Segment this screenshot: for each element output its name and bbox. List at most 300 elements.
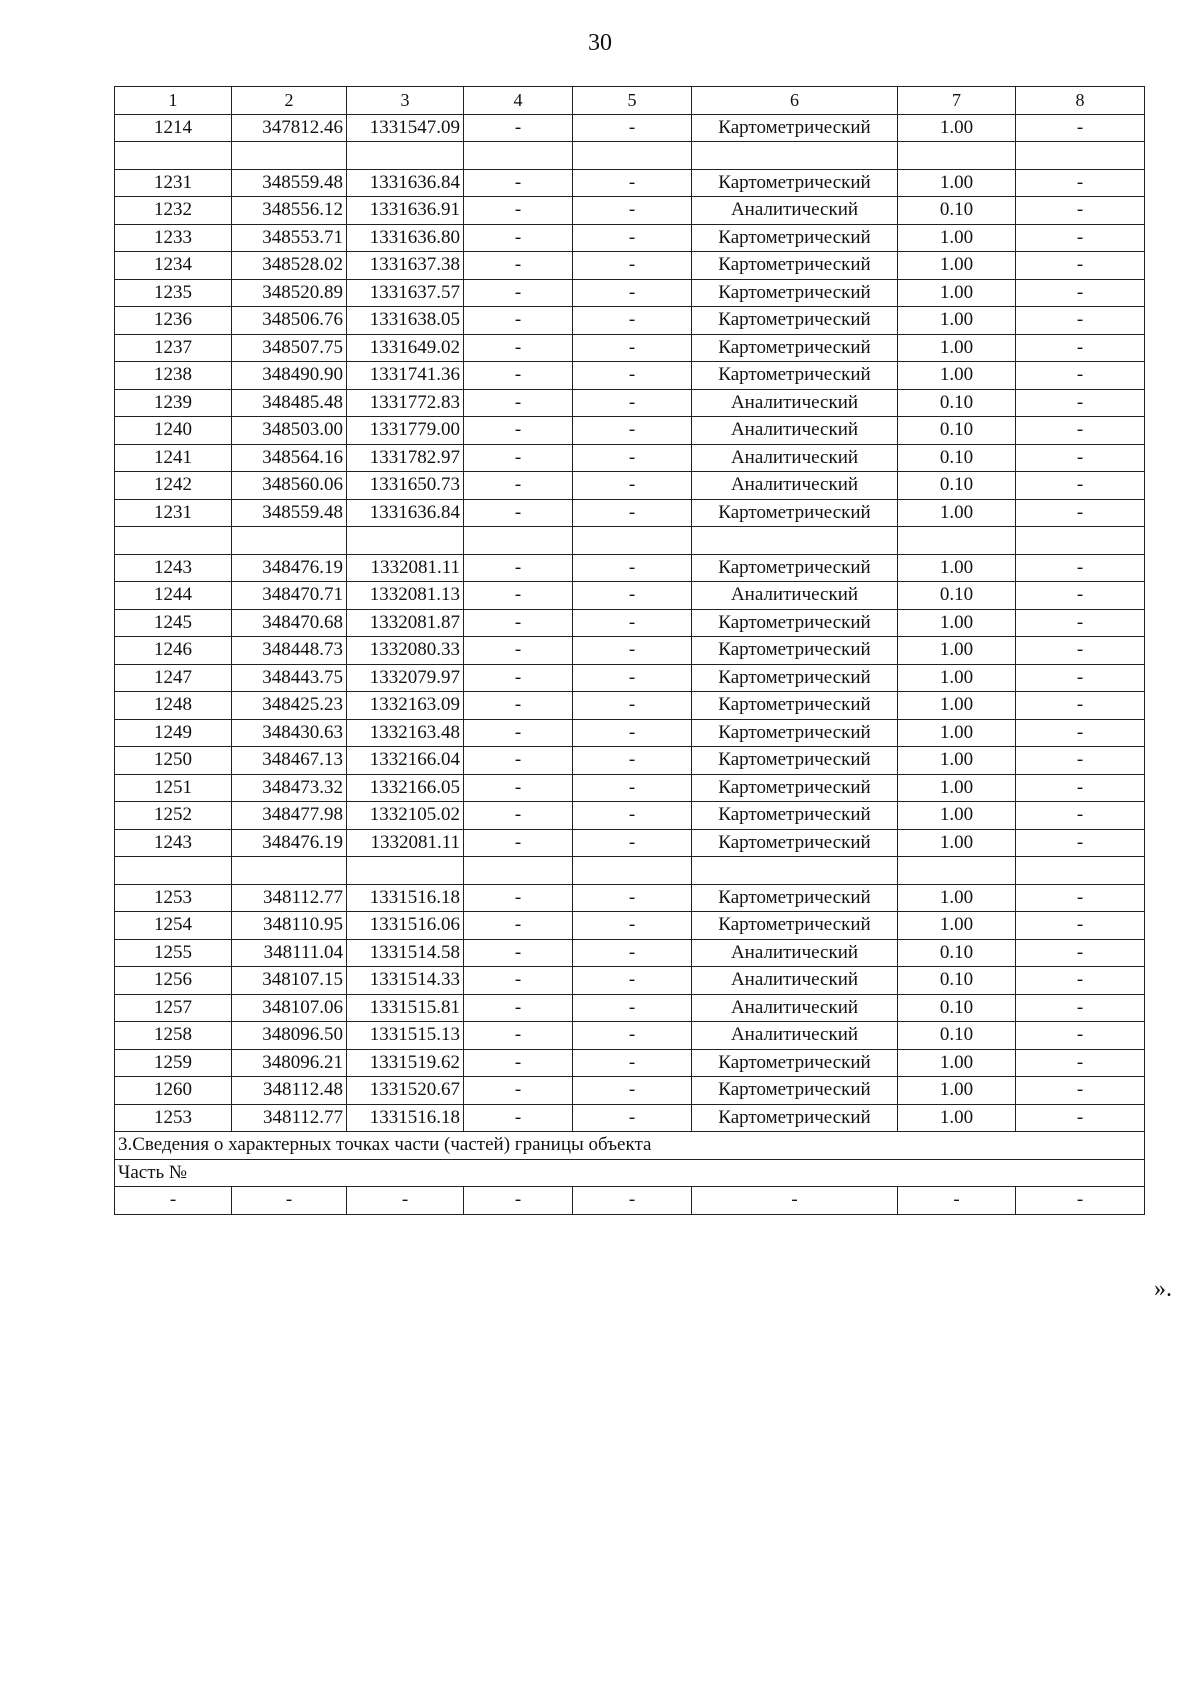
table-row xyxy=(115,912,1145,940)
cell-accuracy: 1.00 xyxy=(898,609,1016,637)
cell-column-4: - xyxy=(464,554,573,582)
cell-column-5: - xyxy=(573,362,692,390)
cell-x-coordinate: 348520.89 xyxy=(232,279,347,307)
separator-row xyxy=(115,857,1145,885)
part-label-row xyxy=(115,1159,1145,1187)
cell-point-number: 1238 xyxy=(115,362,232,390)
cell-column-4: - xyxy=(464,1104,573,1132)
page-number: 30 xyxy=(588,30,612,56)
cell-accuracy: 1.00 xyxy=(898,719,1016,747)
cell-accuracy: 0.10 xyxy=(898,417,1016,445)
table-row xyxy=(115,1049,1145,1077)
cell-method: Аналитический xyxy=(692,417,898,445)
cell-x-coordinate: 348485.48 xyxy=(232,389,347,417)
cell-method: Картометрический xyxy=(692,637,898,665)
cell-point-number xyxy=(115,527,232,555)
cell-column-8: - xyxy=(1016,1077,1145,1105)
section-title: 3.Сведения о характерных точках части (частей) границы объекта xyxy=(115,1132,1145,1160)
cell-column-5: - xyxy=(573,829,692,857)
cell-column-5: - xyxy=(573,389,692,417)
cell-column-8: - xyxy=(1016,417,1145,445)
cell-column-4: - xyxy=(464,829,573,857)
cell-column-5: - xyxy=(573,774,692,802)
cell-x-coordinate xyxy=(232,142,347,170)
table-row xyxy=(115,362,1145,390)
cell-column-8: - xyxy=(1016,1187,1145,1215)
cell-column-4: - xyxy=(464,169,573,197)
cell-x-coordinate: 348467.13 xyxy=(232,747,347,775)
cell-column-8: - xyxy=(1016,637,1145,665)
cell-method: Аналитический xyxy=(692,1022,898,1050)
cell-accuracy: 1.00 xyxy=(898,1049,1016,1077)
cell-column-8: - xyxy=(1016,307,1145,335)
cell-column-5: - xyxy=(573,1187,692,1215)
cell-column-5: - xyxy=(573,637,692,665)
cell-x-coordinate xyxy=(232,857,347,885)
cell-x-coordinate: 347812.46 xyxy=(232,114,347,142)
cell-x-coordinate: 348476.19 xyxy=(232,554,347,582)
cell-method: Картометрический xyxy=(692,719,898,747)
cell-point-number: 1255 xyxy=(115,939,232,967)
cell-column-5: - xyxy=(573,719,692,747)
cell-y-coordinate: 1331636.84 xyxy=(347,499,464,527)
part-label: Часть № xyxy=(115,1159,1145,1187)
table-row xyxy=(115,554,1145,582)
cell-y-coordinate: 1331516.18 xyxy=(347,884,464,912)
cell-column-5: - xyxy=(573,884,692,912)
cell-x-coordinate: 348507.75 xyxy=(232,334,347,362)
cell-column-5: - xyxy=(573,499,692,527)
cell-column-8: - xyxy=(1016,774,1145,802)
cell-point-number: 1237 xyxy=(115,334,232,362)
cell-method: Аналитический xyxy=(692,994,898,1022)
cell-column-4: - xyxy=(464,197,573,225)
cell-column-4: - xyxy=(464,747,573,775)
cell-y-coordinate: 1331514.58 xyxy=(347,939,464,967)
cell-x-coordinate: 348470.71 xyxy=(232,582,347,610)
cell-point-number: 1251 xyxy=(115,774,232,802)
cell-y-coordinate: 1331649.02 xyxy=(347,334,464,362)
table-row xyxy=(115,307,1145,335)
cell-point-number: 1214 xyxy=(115,114,232,142)
table-row xyxy=(115,417,1145,445)
cell-x-coordinate: 348443.75 xyxy=(232,664,347,692)
cell-column-4: - xyxy=(464,334,573,362)
cell-column-5: - xyxy=(573,252,692,280)
cell-x-coordinate: 348112.48 xyxy=(232,1077,347,1105)
table-row xyxy=(115,994,1145,1022)
cell-accuracy: 1.00 xyxy=(898,362,1016,390)
cell-point-number: 1234 xyxy=(115,252,232,280)
header-cell-column-5: 5 xyxy=(573,87,692,115)
cell-point-number: 1245 xyxy=(115,609,232,637)
cell-y-coordinate: 1332105.02 xyxy=(347,802,464,830)
table-row xyxy=(115,472,1145,500)
cell-method: Аналитический xyxy=(692,939,898,967)
cell-point-number: 1243 xyxy=(115,554,232,582)
cell-y-coordinate xyxy=(347,857,464,885)
cell-method: Картометрический xyxy=(692,802,898,830)
cell-accuracy: 1.00 xyxy=(898,1077,1016,1105)
cell-y-coordinate: 1331782.97 xyxy=(347,444,464,472)
cell-point-number: 1253 xyxy=(115,884,232,912)
cell-point-number: 1256 xyxy=(115,967,232,995)
cell-column-5: - xyxy=(573,664,692,692)
separator-row xyxy=(115,142,1145,170)
cell-column-5: - xyxy=(573,1049,692,1077)
cell-y-coordinate: 1331520.67 xyxy=(347,1077,464,1105)
cell-accuracy: 1.00 xyxy=(898,802,1016,830)
cell-column-4: - xyxy=(464,472,573,500)
cell-accuracy: 1.00 xyxy=(898,664,1016,692)
cell-accuracy: 0.10 xyxy=(898,994,1016,1022)
header-cell-column-8: 8 xyxy=(1016,87,1145,115)
header-row xyxy=(115,87,1145,115)
table-row xyxy=(115,774,1145,802)
cell-accuracy: 1.00 xyxy=(898,114,1016,142)
cell-accuracy: 1.00 xyxy=(898,1104,1016,1132)
cell-column-4: - xyxy=(464,252,573,280)
cell-point-number: - xyxy=(115,1187,232,1215)
cell-method: Картометрический xyxy=(692,114,898,142)
cell-point-number: 1258 xyxy=(115,1022,232,1050)
cell-column-8: - xyxy=(1016,169,1145,197)
cell-x-coordinate: 348503.00 xyxy=(232,417,347,445)
table-row xyxy=(115,664,1145,692)
cell-method: Аналитический xyxy=(692,197,898,225)
table-row xyxy=(115,939,1145,967)
cell-column-5: - xyxy=(573,444,692,472)
cell-point-number: 1252 xyxy=(115,802,232,830)
cell-x-coordinate: 348473.32 xyxy=(232,774,347,802)
cell-method: - xyxy=(692,1187,898,1215)
cell-column-5: - xyxy=(573,224,692,252)
cell-x-coordinate: 348528.02 xyxy=(232,252,347,280)
cell-method: Картометрический xyxy=(692,747,898,775)
cell-x-coordinate: 348490.90 xyxy=(232,362,347,390)
cell-method: Аналитический xyxy=(692,582,898,610)
cell-column-4: - xyxy=(464,774,573,802)
cell-accuracy: 0.10 xyxy=(898,197,1016,225)
cell-y-coordinate: 1331637.57 xyxy=(347,279,464,307)
cell-column-4: - xyxy=(464,994,573,1022)
cell-x-coordinate: 348112.77 xyxy=(232,884,347,912)
cell-x-coordinate: 348556.12 xyxy=(232,197,347,225)
cell-accuracy: 1.00 xyxy=(898,224,1016,252)
cell-column-5: - xyxy=(573,307,692,335)
separator-row xyxy=(115,527,1145,555)
cell-x-coordinate: 348476.19 xyxy=(232,829,347,857)
cell-column-8: - xyxy=(1016,472,1145,500)
cell-point-number: 1242 xyxy=(115,472,232,500)
cell-point-number: 1240 xyxy=(115,417,232,445)
cell-accuracy: 1.00 xyxy=(898,169,1016,197)
cell-y-coordinate: 1331772.83 xyxy=(347,389,464,417)
cell-point-number: 1235 xyxy=(115,279,232,307)
cell-column-8: - xyxy=(1016,334,1145,362)
cell-column-5: - xyxy=(573,114,692,142)
cell-method: Картометрический xyxy=(692,224,898,252)
cell-column-5: - xyxy=(573,692,692,720)
cell-x-coordinate: 348506.76 xyxy=(232,307,347,335)
cell-method: Картометрический xyxy=(692,609,898,637)
cell-y-coordinate: 1331515.13 xyxy=(347,1022,464,1050)
cell-method: Картометрический xyxy=(692,912,898,940)
cell-x-coordinate: 348430.63 xyxy=(232,719,347,747)
table-row xyxy=(115,637,1145,665)
cell-column-8: - xyxy=(1016,609,1145,637)
cell-column-8: - xyxy=(1016,1104,1145,1132)
cell-x-coordinate: 348564.16 xyxy=(232,444,347,472)
table-row xyxy=(115,884,1145,912)
cell-method xyxy=(692,527,898,555)
cell-column-4: - xyxy=(464,884,573,912)
cell-column-5: - xyxy=(573,994,692,1022)
cell-x-coordinate: 348470.68 xyxy=(232,609,347,637)
cell-x-coordinate: 348560.06 xyxy=(232,472,347,500)
cell-column-4: - xyxy=(464,637,573,665)
cell-y-coordinate: 1332166.04 xyxy=(347,747,464,775)
table-row xyxy=(115,582,1145,610)
cell-column-5: - xyxy=(573,967,692,995)
cell-column-8: - xyxy=(1016,802,1145,830)
table-row xyxy=(115,609,1145,637)
cell-point-number: 1236 xyxy=(115,307,232,335)
cell-column-4: - xyxy=(464,692,573,720)
cell-point-number: 1244 xyxy=(115,582,232,610)
cell-column-4: - xyxy=(464,307,573,335)
cell-accuracy: - xyxy=(898,1187,1016,1215)
cell-point-number: 1231 xyxy=(115,169,232,197)
cell-column-5: - xyxy=(573,609,692,637)
cell-method: Картометрический xyxy=(692,169,898,197)
table-row xyxy=(115,224,1145,252)
cell-y-coordinate: 1331516.18 xyxy=(347,1104,464,1132)
cell-column-8: - xyxy=(1016,224,1145,252)
cell-point-number: 1241 xyxy=(115,444,232,472)
cell-x-coordinate: 348111.04 xyxy=(232,939,347,967)
cell-column-5: - xyxy=(573,939,692,967)
cell-accuracy: 1.00 xyxy=(898,252,1016,280)
cell-accuracy: 1.00 xyxy=(898,829,1016,857)
cell-column-5: - xyxy=(573,747,692,775)
cell-point-number: 1233 xyxy=(115,224,232,252)
cell-x-coordinate: 348553.71 xyxy=(232,224,347,252)
cell-column-5: - xyxy=(573,472,692,500)
table-row xyxy=(115,197,1145,225)
cell-column-5: - xyxy=(573,912,692,940)
cell-method: Картометрический xyxy=(692,1104,898,1132)
cell-method: Картометрический xyxy=(692,362,898,390)
cell-column-8: - xyxy=(1016,912,1145,940)
cell-method: Аналитический xyxy=(692,389,898,417)
cell-x-coordinate: - xyxy=(232,1187,347,1215)
cell-column-4 xyxy=(464,527,573,555)
cell-column-8: - xyxy=(1016,747,1145,775)
cell-y-coordinate: 1331636.80 xyxy=(347,224,464,252)
cell-column-8: - xyxy=(1016,362,1145,390)
cell-column-4: - xyxy=(464,417,573,445)
cell-accuracy: 0.10 xyxy=(898,1022,1016,1050)
cell-method: Картометрический xyxy=(692,1077,898,1105)
cell-y-coordinate: 1331519.62 xyxy=(347,1049,464,1077)
cell-column-5: - xyxy=(573,802,692,830)
cell-method: Картометрический xyxy=(692,829,898,857)
cell-accuracy: 1.00 xyxy=(898,884,1016,912)
cell-column-5: - xyxy=(573,1077,692,1105)
cell-column-4: - xyxy=(464,499,573,527)
cell-accuracy: 1.00 xyxy=(898,912,1016,940)
cell-point-number: 1254 xyxy=(115,912,232,940)
coordinates-table xyxy=(114,86,1145,1215)
table-row xyxy=(115,444,1145,472)
cell-column-4: - xyxy=(464,1049,573,1077)
cell-accuracy: 1.00 xyxy=(898,774,1016,802)
table-row xyxy=(115,334,1145,362)
cell-point-number: 1246 xyxy=(115,637,232,665)
cell-accuracy: 1.00 xyxy=(898,307,1016,335)
cell-method: Картометрический xyxy=(692,252,898,280)
cell-column-4: - xyxy=(464,912,573,940)
cell-x-coordinate: 348425.23 xyxy=(232,692,347,720)
cell-point-number xyxy=(115,142,232,170)
cell-column-4: - xyxy=(464,114,573,142)
cell-method: Картометрический xyxy=(692,664,898,692)
cell-x-coordinate: 348477.98 xyxy=(232,802,347,830)
cell-y-coordinate: 1331637.38 xyxy=(347,252,464,280)
cell-x-coordinate: 348559.48 xyxy=(232,169,347,197)
table-row xyxy=(115,114,1145,142)
cell-column-8: - xyxy=(1016,114,1145,142)
cell-column-8: - xyxy=(1016,1022,1145,1050)
cell-accuracy: 1.00 xyxy=(898,637,1016,665)
cell-y-coordinate: 1332081.87 xyxy=(347,609,464,637)
cell-column-5: - xyxy=(573,197,692,225)
cell-x-coordinate: 348110.95 xyxy=(232,912,347,940)
cell-column-5 xyxy=(573,142,692,170)
cell-accuracy: 1.00 xyxy=(898,554,1016,582)
cell-accuracy: 1.00 xyxy=(898,692,1016,720)
cell-y-coordinate: 1332163.48 xyxy=(347,719,464,747)
cell-method: Аналитический xyxy=(692,472,898,500)
cell-y-coordinate: 1331636.91 xyxy=(347,197,464,225)
cell-x-coordinate xyxy=(232,527,347,555)
cell-accuracy xyxy=(898,527,1016,555)
cell-method: Картометрический xyxy=(692,692,898,720)
cell-method: Картометрический xyxy=(692,554,898,582)
cell-x-coordinate: 348096.50 xyxy=(232,1022,347,1050)
cell-column-8: - xyxy=(1016,884,1145,912)
table-row xyxy=(115,499,1145,527)
cell-column-5: - xyxy=(573,554,692,582)
cell-point-number: 1249 xyxy=(115,719,232,747)
cell-point-number: 1253 xyxy=(115,1104,232,1132)
header-cell-point-number: 1 xyxy=(115,87,232,115)
table-row xyxy=(115,389,1145,417)
cell-point-number: 1247 xyxy=(115,664,232,692)
cell-column-5: - xyxy=(573,1022,692,1050)
cell-y-coordinate: 1332163.09 xyxy=(347,692,464,720)
cell-accuracy: 0.10 xyxy=(898,582,1016,610)
cell-x-coordinate: 348112.77 xyxy=(232,1104,347,1132)
cell-point-number: 1257 xyxy=(115,994,232,1022)
cell-column-8: - xyxy=(1016,829,1145,857)
cell-column-8: - xyxy=(1016,499,1145,527)
header-cell-column-4: 4 xyxy=(464,87,573,115)
cell-y-coordinate: 1331516.06 xyxy=(347,912,464,940)
cell-column-5: - xyxy=(573,417,692,445)
cell-x-coordinate: 348107.15 xyxy=(232,967,347,995)
cell-point-number: 1260 xyxy=(115,1077,232,1105)
cell-point-number: 1231 xyxy=(115,499,232,527)
cell-column-4: - xyxy=(464,1077,573,1105)
cell-x-coordinate: 348559.48 xyxy=(232,499,347,527)
cell-method xyxy=(692,857,898,885)
cell-column-4: - xyxy=(464,664,573,692)
cell-y-coordinate: 1331515.81 xyxy=(347,994,464,1022)
cell-accuracy: 0.10 xyxy=(898,389,1016,417)
cell-column-8 xyxy=(1016,142,1145,170)
cell-x-coordinate: 348448.73 xyxy=(232,637,347,665)
cell-x-coordinate: 348107.06 xyxy=(232,994,347,1022)
table-row xyxy=(115,1104,1145,1132)
cell-method: Аналитический xyxy=(692,967,898,995)
cell-accuracy: 1.00 xyxy=(898,499,1016,527)
cell-column-4: - xyxy=(464,1187,573,1215)
section-title-row xyxy=(115,1132,1145,1160)
cell-column-4 xyxy=(464,857,573,885)
cell-point-number xyxy=(115,857,232,885)
cell-point-number: 1250 xyxy=(115,747,232,775)
cell-method: Аналитический xyxy=(692,444,898,472)
header-cell-x-coordinate: 2 xyxy=(232,87,347,115)
cell-column-4: - xyxy=(464,939,573,967)
cell-y-coordinate: 1331636.84 xyxy=(347,169,464,197)
cell-column-4: - xyxy=(464,719,573,747)
cell-column-5: - xyxy=(573,1104,692,1132)
cell-method xyxy=(692,142,898,170)
cell-column-8: - xyxy=(1016,197,1145,225)
cell-column-4: - xyxy=(464,609,573,637)
cell-accuracy: 0.10 xyxy=(898,444,1016,472)
cell-column-8: - xyxy=(1016,444,1145,472)
cell-column-5: - xyxy=(573,582,692,610)
cell-y-coordinate: 1331779.00 xyxy=(347,417,464,445)
table-row xyxy=(115,1022,1145,1050)
cell-y-coordinate: 1332081.11 xyxy=(347,554,464,582)
cell-column-4: - xyxy=(464,279,573,307)
cell-y-coordinate xyxy=(347,142,464,170)
cell-column-4: - xyxy=(464,444,573,472)
cell-method: Картометрический xyxy=(692,334,898,362)
cell-y-coordinate: 1332166.05 xyxy=(347,774,464,802)
cell-column-8: - xyxy=(1016,1049,1145,1077)
cell-accuracy: 0.10 xyxy=(898,939,1016,967)
cell-method: Картометрический xyxy=(692,1049,898,1077)
cell-column-8: - xyxy=(1016,939,1145,967)
cell-accuracy xyxy=(898,857,1016,885)
cell-accuracy: 0.10 xyxy=(898,967,1016,995)
table-row xyxy=(115,1077,1145,1105)
cell-y-coordinate: 1331638.05 xyxy=(347,307,464,335)
table-row xyxy=(115,829,1145,857)
cell-y-coordinate: 1331741.36 xyxy=(347,362,464,390)
cell-column-4: - xyxy=(464,967,573,995)
cell-accuracy: 1.00 xyxy=(898,279,1016,307)
closing-quote-mark: ». xyxy=(1154,1276,1172,1302)
cell-column-8 xyxy=(1016,857,1145,885)
table-row xyxy=(115,692,1145,720)
